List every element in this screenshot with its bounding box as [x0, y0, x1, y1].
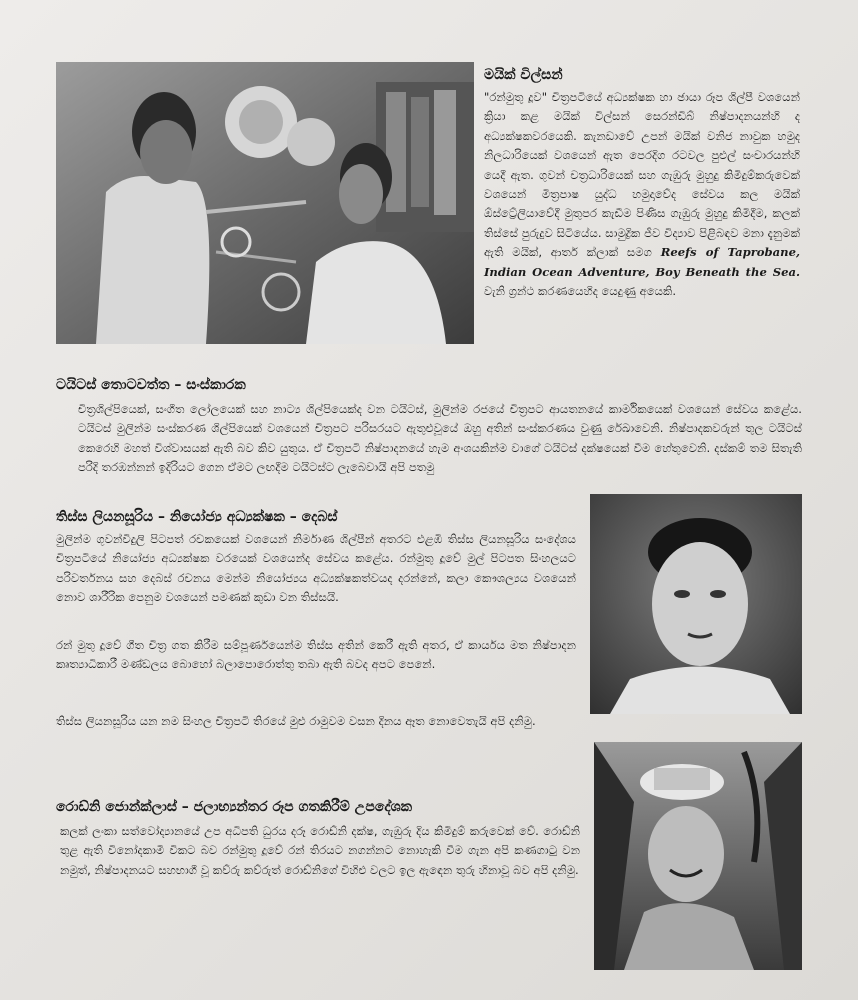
rodney-heading: රොඩ්නි ජොන්ක්ලාස් – ජලාභ්‍යන්තර රූප ගතකිරීම් උපදේශක — [56, 799, 412, 815]
mike-heading: මයික් විල්සන් — [484, 67, 563, 83]
mike-paragraph — [484, 88, 800, 301]
titus-paragraph: චිත්‍රශිල්පියෙක්, සංගීත ලෝලයෙක් සහ නාට්‍ය ශිල්පියෙක්ද වන ටයිටස්, මුලින්ම රජයේ චිත්‍රපට ආයතනයේ කාර්මිකයෙක් වශයෙන් සේවය කළේය. ටයිටස් මුලින්ම සංස්කරණ ශිල්පියෙක් වශයෙන් චිත්‍රපට පරිසරයට ඇතුළුවූයේ ඔහු අතින් සංස්කරණය වුණු රේඛාවෙනි. නිෂ්පාදකවරුන් තුල ටයිටස් කෙරෙහි මහත් විශ්වාසයක් ඇති බව කිව යුතුය. ඒ චිත්‍රපටි නිෂ්පාදනයේ හැම අංශයකින්ම වාගේ ටයිටස් දක්ෂයෙක් වීම හේතුවෙනි. දස්කම් තම සිතැති පරිදි තරඹන්නන් ඉදිරියට ගෙන ඒමට ලඟදීම ටයිටස්ට ලැබෙවායි අපි පතමු — [78, 402, 802, 475]
tissa-paragraph-3: තිස්ස ලියනසූරිය යන නම සිංහල චිත්‍රපටි තිරයේ මුළු රාමුවම වසන දිනය ඈත නොවෙතැයි අපි දනිමු. — [56, 714, 536, 728]
mike-text-a: "රන්මුතු දූව" චිත්‍රපටියේ අධ්‍යක්ෂක හා ඡායා රූප ශිල්පී වශයෙන් ක්‍රියා කළ මයික් විල්සන් සෙරන්ඩිබ් නිෂ්පාදනයන්හි ද අධ්‍යක්ෂකවරයෙකි. කැනඩාවේ උපන් මයික් වනිජ නාවුක හමුද නිලධාරියෙක් වශයෙන් ඇත පෙරදිග රටවල පුළුල් සංචාරයන්හි යෙදී ඇත. ගුවන් චත්‍රධාරියෙක් සහ ගැඹුරු මුහුදු කිමිදුම්කරුවෙක් වශයෙන් මිත්‍රපාෂ යුද්ධ හමුදාවේද සේවය කල මයික් ඕස්ට්‍රේලියාවේදී මුතුපර කැඩීම පිණිස ගැඹුරු මුහුදු කිමිදීම, කලක් තිස්සේ පුරුදුව සිටියේය. සාමුද්‍රික ජීව විද්‍යාව පිළිබඳව මනා දැනුමක් ඇති මයික්, ආතර් ක්ලාක් සමග — [484, 90, 800, 260]
titus-heading: ටයිටස් තොටවත්ත – සංස්කාරක — [56, 377, 246, 393]
mike-text-b: වැනි ග්‍රන්ථ කරණයෙහිද යෙදුණු අයෙකි. — [484, 284, 677, 299]
tissa-heading: තිස්ස ලියනසූරිය – නියෝජ්‍ය අධ්‍යක්ෂක – දෙබස් — [56, 509, 338, 525]
tissa-paragraph-2: රන් මුතු දූවේ ගීත චිත්‍ර ගත කිරීම සම්පූර්ණයෙන්ම තිස්ස අතින් කෙරී ඇති අතර, ඒ කාර්යය මත නිෂ්පාදන කෘත්‍යාධිකාරී මණ්ඩලය බොහෝ බලාපොරොත්තු තබා ඇති බවද අපට පෙනේ. — [56, 638, 576, 672]
mike-book-titles: Reefs of Taprobane, Indian Ocean Adventure, Boy Beneath the Sea. — [484, 245, 800, 279]
photo-mike-and-camera — [56, 62, 474, 344]
photo-rodney-diver — [594, 742, 802, 970]
tissa-paragraph-1: මුලින්ම ගුවන්විදුලි පිටපත් රචකයෙක් වශයෙන් නිර්මාණ ශිල්පීන් අතරට එළඹි තිස්ස ලියනසූරිය සංදේශය චිත්‍රපටියේ නියෝජ්‍ය අධ්‍යක්ෂක වරයෙක් වශයෙන්ද සේවය කළේය. රන්මුතු දූවේ මුල් පිටපත සිංහලයට පරිවර්තනය සහ දෙබස් රචනය මෙන්ම නියෝජ්‍යය අධ්‍යක්ෂකත්වයද දරන්නේ, කලා කෞශල්‍යය වශයෙන් නොව ශාරීරික පෙනුම වශයෙන් පමණක් කුඩා වන තිස්සයි. — [56, 532, 576, 605]
photo-tissa-portrait — [590, 494, 802, 714]
rodney-paragraph: කලක් ලංකා සත්වෝද්‍යානයේ උප අධිපති ධුරය දරූ රොඩ්නි දක්ෂ, ගැඹුරු දිය කිමිදුම් කරුවෙක් වේ. රොඩ්නි තුළ ඇති විනෝදකාමී විකට බව රන්මුතු දූවේ රන් තිරයට නගන්නට නොහැකි වීම ගැන අපි කණගාටු වන නමුත්, නිෂ්පාදනයට සහභාගී වූ කව්රු කව්රුත් රොඩ්නිගේ විහිළු වලට ඉල ඇඳෙන තුරු හිනාවූ බව අපි දනිමු. — [60, 824, 580, 877]
